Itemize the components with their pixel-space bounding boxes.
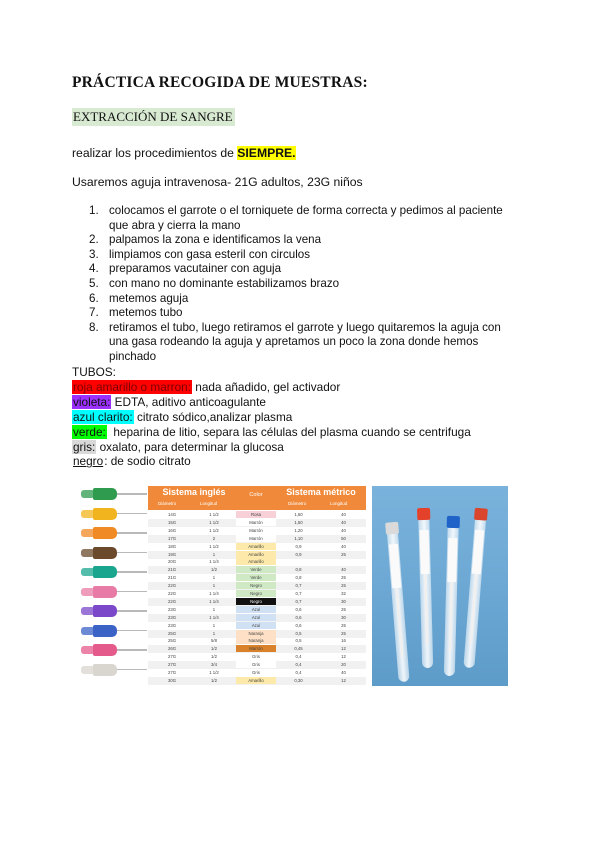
needle-icon — [73, 507, 147, 521]
table-cell: 0,5 — [295, 638, 302, 644]
needle-icon — [73, 546, 147, 560]
tube-color-label: roja amarillo o marron: — [73, 379, 192, 394]
needle-icon — [73, 604, 147, 618]
table-cell: 25 — [341, 606, 346, 612]
table-cell: 23G — [167, 614, 177, 620]
blood-tube-icon — [418, 508, 433, 658]
step-number: 5. — [89, 276, 99, 290]
table-cell: 3/4 — [211, 662, 217, 668]
table-cell: Gris — [236, 669, 276, 676]
table-cell: 40 — [341, 670, 346, 675]
tube-color-label: negro — [73, 454, 104, 469]
procedure-step — [72, 262, 512, 277]
table-cell: 0,5 — [295, 630, 302, 636]
table-cell: 1 1/2 — [209, 670, 219, 675]
procedure-step — [72, 204, 512, 233]
needle-gauge-table — [148, 486, 366, 685]
procedure-step — [72, 292, 512, 307]
table-cell: 0,6 — [295, 622, 302, 628]
table-cell: 15G — [167, 519, 177, 525]
procedure-step — [72, 233, 512, 248]
step-text: limpiamos con gasa esteril con circulos — [109, 247, 311, 261]
step-number: 4. — [89, 262, 99, 276]
table-cell: 19G — [167, 551, 177, 557]
tube-description: oxalato, para determinar la glucosa — [96, 439, 284, 454]
table-cell: 0,7 — [295, 591, 302, 596]
table-cell: 0,7 — [295, 598, 302, 604]
table-row — [148, 519, 366, 527]
table-cell: 0,45 — [294, 646, 303, 652]
table-cell: 27G — [167, 654, 177, 660]
table-cell: 0,9 — [295, 543, 302, 549]
table-cell: 1/2 — [211, 567, 217, 573]
table-cell: 1,60 — [294, 512, 303, 517]
table-cell: 0,6 — [295, 614, 302, 620]
table-cell: Amarillo — [236, 543, 276, 550]
needle-icon — [73, 526, 147, 540]
table-cell: 23G — [167, 622, 177, 628]
table-cell: 1,10 — [294, 535, 303, 541]
header-english-system: Sistema inglés — [162, 487, 226, 497]
tube-item — [72, 395, 471, 410]
needle-icon — [73, 565, 147, 579]
table-cell: 0,4 — [295, 654, 302, 660]
table-row — [148, 558, 366, 566]
table-cell: Gris — [236, 653, 276, 660]
table-cell: 30 — [341, 598, 346, 604]
section-subtitle: EXTRACCIÓN DE SANGRE — [73, 109, 233, 124]
table-row — [148, 543, 366, 551]
tube-color-label: azul clarito: — [73, 409, 133, 424]
tube-description: nada añadido, gel activador — [192, 379, 341, 394]
table-cell: 1 1/2 — [209, 519, 219, 525]
table-cell: 12 — [341, 677, 346, 683]
table-cell: Marrón — [236, 645, 276, 652]
table-cell: 12 — [341, 646, 346, 652]
table-row — [148, 566, 366, 574]
table-row — [148, 606, 366, 614]
procedure-step — [72, 248, 512, 263]
tube-color-label: violeta: — [73, 394, 111, 409]
tube-description: EDTA, aditivo anticoagulante — [111, 394, 266, 409]
tube-description: heparina de litio, separa las células del plasma cuando se centrifuga — [106, 424, 471, 439]
table-cell: 30G — [167, 677, 177, 683]
table-row — [148, 614, 366, 622]
table-cell: 0,6 — [295, 606, 302, 612]
needles-image — [73, 487, 147, 687]
table-cell: 18G — [167, 543, 177, 549]
blood-tube-icon — [386, 522, 409, 672]
table-cell: Marrón — [236, 535, 276, 542]
table-cell: 12 — [341, 654, 346, 660]
table-cell: 50 — [341, 535, 346, 541]
table-cell: 20G — [167, 559, 177, 565]
tube-description: : de sodio citrato — [104, 454, 191, 469]
table-cell: 1 — [212, 551, 216, 557]
intro-text: realizar los procedimientos de — [72, 146, 238, 160]
needle-info: Usaremos aguja intravenosa- 21G adultos, 23G niños — [72, 175, 363, 189]
step-number: 2. — [89, 233, 99, 247]
tubes-section — [72, 365, 471, 469]
table-cell: 1 1/2 — [209, 527, 219, 533]
blood-tube-icon — [464, 508, 487, 658]
table-cell: Marrón — [236, 519, 276, 526]
table-cell: 40 — [341, 512, 346, 517]
needle-icon — [73, 663, 147, 677]
page-title: PRÁCTICA RECOGIDA DE MUESTRAS: — [72, 74, 368, 91]
table-cell: 1 1/2 — [209, 512, 219, 517]
step-number: 1. — [89, 204, 99, 217]
step-number: 6. — [89, 291, 99, 305]
table-cell: 40 — [341, 527, 346, 533]
table-cell: 22G — [167, 591, 177, 596]
table-cell: 1 — [212, 622, 216, 628]
table-row — [148, 637, 366, 645]
table-cell: 40 — [341, 519, 346, 525]
step-text: con mano no dominante estabilizamos brazo — [109, 276, 340, 290]
table-cell: 16 — [341, 638, 346, 644]
table-cell: 25 — [341, 575, 346, 581]
sub-length-metric: Longitud — [330, 501, 348, 506]
table-row — [148, 677, 366, 685]
step-text: preparamos vacutainer con aguja — [109, 262, 282, 276]
blood-tubes-photo — [372, 486, 508, 686]
table-cell: 1 1/4 — [209, 591, 219, 596]
tube-item — [72, 410, 471, 425]
table-row — [148, 653, 366, 661]
emphasis-siempre: SIEMPRE. — [237, 146, 296, 160]
step-text: retiramos el tubo, luego retiramos el garrote y luego quitaremos la aguja con una gasa rodeando la aguja y apretamos un poco la zona donde hemos pinchado — [109, 320, 501, 363]
step-number: 8. — [89, 320, 99, 334]
table-cell: 0,9 — [295, 551, 302, 557]
procedure-step — [72, 321, 512, 365]
table-cell: 20 — [341, 662, 346, 668]
step-number: 3. — [89, 247, 99, 261]
table-cell: Amarillo — [236, 551, 276, 558]
procedure-step — [72, 306, 512, 321]
table-cell: 1 — [212, 575, 216, 581]
table-cell: 5/8 — [211, 638, 217, 644]
table-cell: 25G — [167, 638, 177, 644]
table-cell: 30 — [341, 614, 346, 620]
table-row — [148, 622, 366, 630]
table-cell: 40 — [341, 567, 346, 573]
table-cell: 1 — [212, 630, 216, 636]
procedure-steps — [72, 204, 512, 365]
table-row — [148, 645, 366, 653]
table-row — [148, 590, 366, 598]
table-row — [148, 630, 366, 638]
step-text: palpamos la zona e identificamos la vena — [109, 233, 322, 247]
tube-item — [72, 454, 471, 469]
table-cell: 25G — [167, 630, 177, 636]
table-cell: 0,8 — [295, 575, 302, 581]
table-cell: 27G — [167, 670, 177, 675]
step-text: colocamos el garrote o el torniquete de forma correcta y pedimos al paciente que abra y cierra la mano — [109, 204, 503, 232]
table-cell: 40 — [341, 543, 346, 549]
table-cell: 25 — [341, 622, 346, 628]
table-row — [148, 669, 366, 677]
tube-color-label: gris: — [73, 439, 96, 454]
table-cell: Naranja — [236, 637, 276, 644]
table-cell: 0,4 — [295, 670, 302, 675]
table-cell: 16G — [167, 527, 177, 533]
table-cell: 23G — [167, 606, 177, 612]
table-cell: 1,20 — [294, 527, 303, 533]
table-cell: Azul — [236, 622, 276, 629]
table-cell: 1 1/4 — [209, 598, 219, 604]
table-cell: Naranja — [236, 630, 276, 637]
table-cell: 0,4 — [295, 662, 302, 668]
intro-paragraph — [72, 146, 296, 161]
table-cell: Azul — [236, 614, 276, 621]
table-row — [148, 527, 366, 535]
table-cell: 1/2 — [211, 677, 217, 683]
table-row — [148, 598, 366, 606]
table-row — [148, 574, 366, 582]
needle-icon — [73, 585, 147, 599]
tube-item — [72, 380, 471, 395]
table-cell: 1 — [212, 606, 216, 612]
table-cell: 0,8 — [295, 567, 302, 573]
table-cell: 22G — [167, 598, 177, 604]
table-cell: 0,30 — [294, 677, 303, 683]
table-cell: 21G — [167, 567, 177, 573]
table-row — [148, 551, 366, 559]
table-cell: 1 1/4 — [209, 614, 219, 620]
sub-length-en: Longitud — [200, 501, 218, 506]
header-metric-system: Sistema métrico — [286, 487, 356, 497]
table-cell: Amarillo — [236, 558, 276, 565]
tube-color-label: verde: — [73, 424, 106, 439]
step-text: metemos aguja — [109, 291, 189, 305]
table-cell: Azul — [236, 606, 276, 613]
table-cell: Marrón — [236, 527, 276, 534]
needle-icon — [73, 624, 147, 638]
tube-item — [72, 440, 471, 455]
sub-diameter-metric: Diámetro — [288, 501, 307, 506]
tube-description: citrato sódico,analizar plasma — [133, 409, 293, 424]
table-header — [148, 486, 366, 510]
tube-item — [72, 425, 471, 440]
table-row — [148, 582, 366, 590]
tube-list — [72, 380, 471, 469]
table-cell: 25 — [341, 630, 346, 636]
needle-icon — [73, 643, 147, 657]
table-cell: 25 — [341, 551, 346, 557]
sub-diameter-en: Diámetro — [158, 501, 177, 506]
header-color: Color — [249, 492, 263, 498]
table-cell: 1 — [212, 583, 216, 589]
table-cell: Gris — [236, 661, 276, 668]
table-cell: Verde — [236, 574, 276, 581]
table-cell: 27G — [167, 662, 177, 668]
table-cell: Amarillo — [236, 677, 276, 684]
step-text: metemos tubo — [109, 306, 183, 320]
table-cell: 1/2 — [211, 654, 217, 660]
table-cell: 2 — [212, 535, 216, 541]
table-row — [148, 511, 366, 519]
procedure-step — [72, 277, 512, 292]
table-row — [148, 661, 366, 669]
tubes-heading: TUBOS: — [72, 365, 116, 379]
table-cell: 25 — [341, 583, 346, 589]
table-row — [148, 535, 366, 543]
table-cell: 21G — [167, 575, 177, 581]
table-cell: 17G — [167, 535, 177, 541]
table-cell: Negro — [236, 582, 276, 589]
table-cell: 1 1/2 — [209, 543, 219, 549]
table-cell: 22G — [167, 583, 177, 589]
blood-tube-icon — [444, 516, 459, 666]
table-cell: 14G — [167, 512, 177, 517]
step-number: 7. — [89, 306, 99, 320]
table-cell: 1/2 — [211, 646, 217, 652]
needle-icon — [73, 487, 147, 501]
table-cell: Negro — [236, 590, 276, 597]
table-cell: Verde — [236, 566, 276, 573]
table-cell: 0,7 — [295, 583, 302, 589]
table-cell: 26G — [167, 646, 177, 652]
table-cell: Negro — [236, 598, 276, 605]
table-cell: 32 — [341, 591, 346, 596]
table-cell: Rosa — [236, 511, 276, 518]
table-cell: 1 1/4 — [209, 559, 219, 565]
table-cell: 1,50 — [294, 519, 303, 525]
